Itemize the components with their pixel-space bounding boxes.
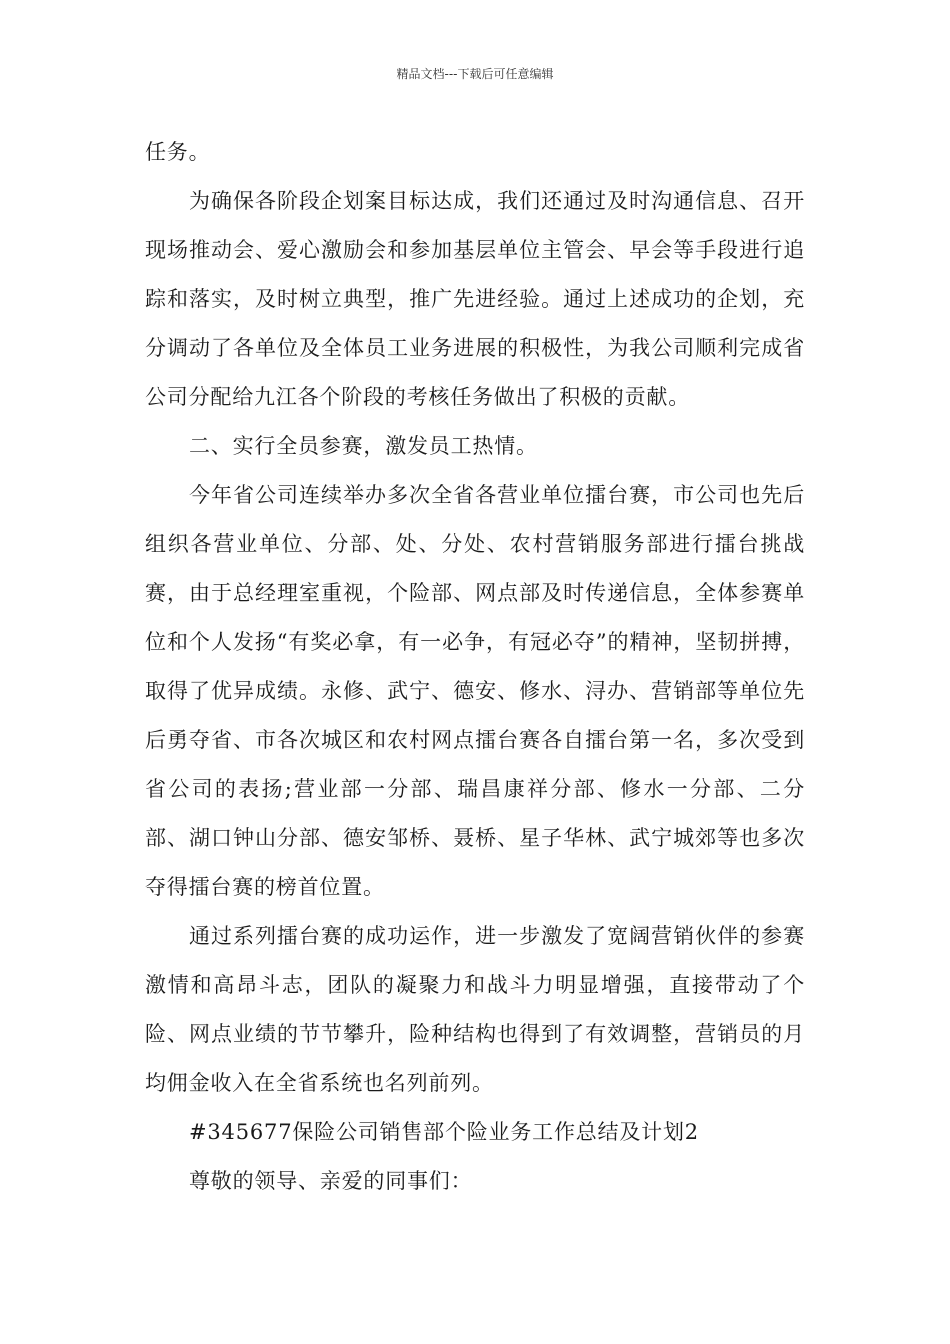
paragraph-results: 通过系列擂台赛的成功运作，进一步激发了宽阔营销伙伴的参赛激情和高昂斗志，团队的凝聚力和战斗力明显增强，直接带动了个险、网点业绩的节节攀升，险种结构也得到了有效调整，营销员的月均佣金收入在全省系统也名列前列。 <box>145 924 805 1095</box>
salutation: 尊敬的领导、亲爱的同事们： <box>189 1169 473 1193</box>
paragraph-continuation: 任务。 <box>145 140 211 164</box>
document-title-2: #345677保险公司销售部个险业务工作总结及计划2 <box>189 1120 699 1144</box>
paragraph-planning: 为确保各阶段企划案目标达成，我们还通过及时沟通信息、召开现场推动会、爱心激励会和参加基层单位主管会、早会等手段进行追踪和落实，及时树立典型，推广先进经验。通过上述成功的企划，充分调动了各单位及全体员工业务进展的积极性，为我公司顺利完成省公司分配给九江各个阶段的考核任务做出了积极的贡献。 <box>145 189 805 409</box>
document-body <box>145 128 805 1206</box>
page-header: 精品文档---下载后可任意编辑 <box>396 67 554 81</box>
section-heading-2: 二、实行全员参赛，激发员工热情。 <box>189 434 538 458</box>
paragraph-competitions: 今年省公司连续举办多次全省各营业单位擂台赛，市公司也先后组织各营业单位、分部、处、分处、农村营销服务部进行擂台挑战赛，由于总经理室重视，个险部、网点部及时传递信息，全体参赛单位和个人发扬“有奖必拿，有一必争，有冠必夺”的精神，坚韧拼搏，取得了优异成绩。永修、武宁、德安、修水、浔办、营销部等单位先后勇夺省、市各次城区和农村网点擂台赛各自擂台第一名，多次受到省公司的表扬;营业部一分部、瑞昌康祥分部、修水一分部、二分部、湖口钟山分部、德安邹桥、聂桥、星子华林、武宁城郊等也多次夺得擂台赛的榜首位置。 <box>145 483 805 899</box>
